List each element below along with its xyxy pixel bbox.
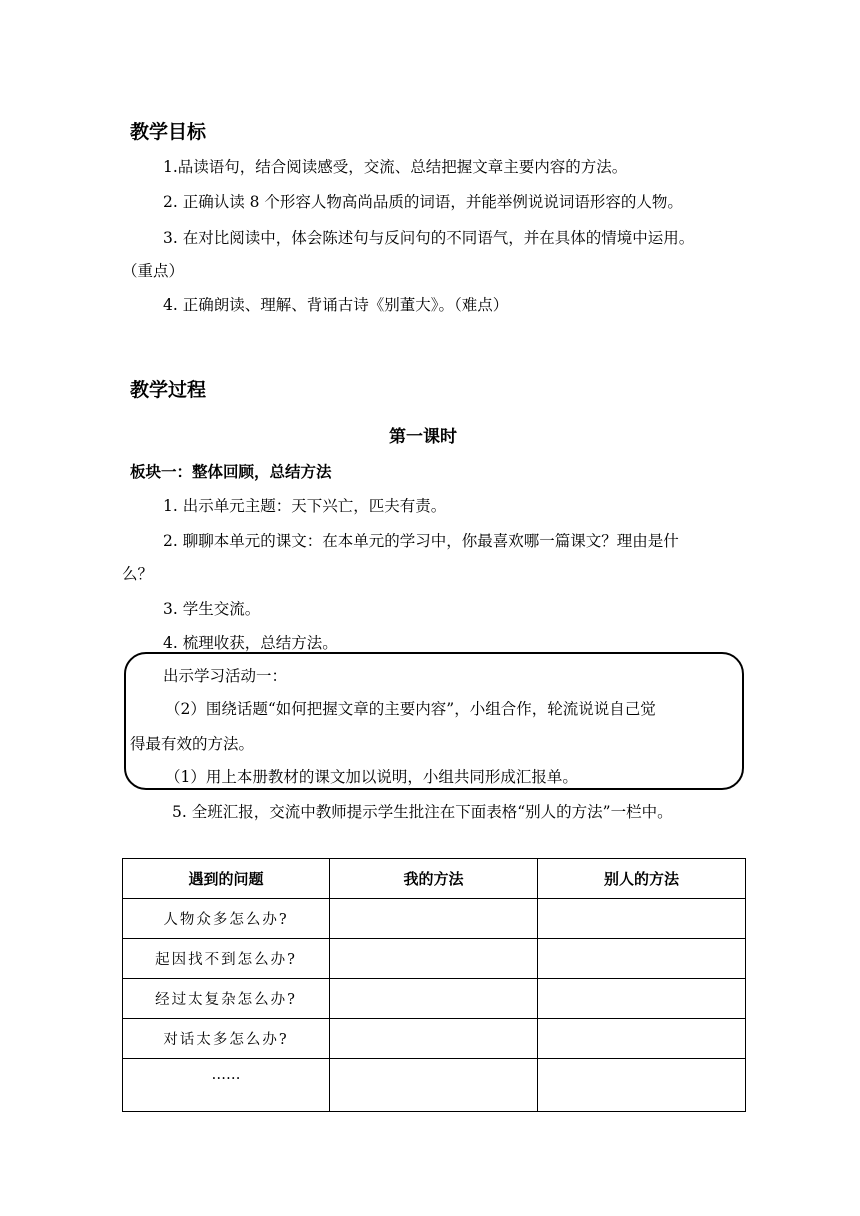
table-row [123, 1019, 746, 1059]
lesson-title: 第一课时 [389, 427, 457, 447]
my-method-cell [330, 1019, 538, 1059]
table-row [123, 939, 746, 979]
table-row [123, 979, 746, 1019]
activity-line-3: （1）用上本册教材的课文加以说明，小组共同形成汇报单。 [165, 768, 578, 786]
goals-heading: 教学目标 [130, 121, 207, 143]
goal-item-2: 2. 正确认读 8 个形容人物高尚品质的词语，并能举例说说词语形容的人物。 [163, 193, 683, 211]
header-my-method: 我的方法 [330, 859, 538, 899]
step-1: 1. 出示单元主题：天下兴亡，匹夫有责。 [163, 497, 447, 515]
step-4: 4. 梳理收获，总结方法。 [163, 634, 338, 652]
others-method-cell [538, 979, 746, 1019]
goal-item-1: 1.品读语句，结合阅读感受，交流、总结把握文章主要内容的方法。 [163, 158, 628, 176]
section-title: 板块一：整体回顾，总结方法 [130, 463, 332, 481]
activity-title: 出示学习活动一： [163, 667, 288, 685]
my-method-cell [330, 1059, 538, 1112]
step-2-cont: 么？ [122, 565, 154, 583]
step-2: 2. 聊聊本单元的课文：在本单元的学习中，你最喜欢哪一篇课文？理由是什 [163, 532, 679, 550]
others-method-cell [538, 1059, 746, 1112]
process-heading: 教学过程 [130, 379, 207, 401]
step-5: 5. 全班汇报，交流中教师提示学生批注在下面表格“别人的方法”一栏中。 [172, 803, 673, 821]
problem-cell: 人物众多怎么办? [123, 899, 330, 939]
problem-cell: 起因找不到怎么办? [123, 939, 330, 979]
activity-line-1: （2）围绕话题“如何把握文章的主要内容”，小组合作，轮流说说自己觉 [165, 700, 656, 718]
my-method-cell [330, 979, 538, 1019]
table-header-row [123, 859, 746, 899]
step-3: 3. 学生交流。 [163, 600, 261, 618]
my-method-cell [330, 939, 538, 979]
goal-item-4: 4. 正确朗读、理解、背诵古诗《别董大》。（难点） [163, 296, 509, 314]
header-problem: 遇到的问题 [123, 859, 330, 899]
my-method-cell [330, 899, 538, 939]
others-method-cell [538, 1019, 746, 1059]
methods-table [122, 858, 746, 1112]
activity-line-2: 得最有效的方法。 [130, 735, 255, 753]
goal-item-3-cont: （重点） [122, 262, 185, 280]
table-row [123, 899, 746, 939]
problem-cell: 经过太复杂怎么办? [123, 979, 330, 1019]
problem-cell: 对话太多怎么办? [123, 1019, 330, 1059]
goal-item-3: 3. 在对比阅读中，体会陈述句与反问句的不同语气，并在具体的情境中运用。 [163, 229, 695, 247]
table-row [123, 1059, 746, 1112]
problem-cell: …… [123, 1059, 330, 1112]
others-method-cell [538, 939, 746, 979]
header-others-method: 别人的方法 [538, 859, 746, 899]
others-method-cell [538, 899, 746, 939]
